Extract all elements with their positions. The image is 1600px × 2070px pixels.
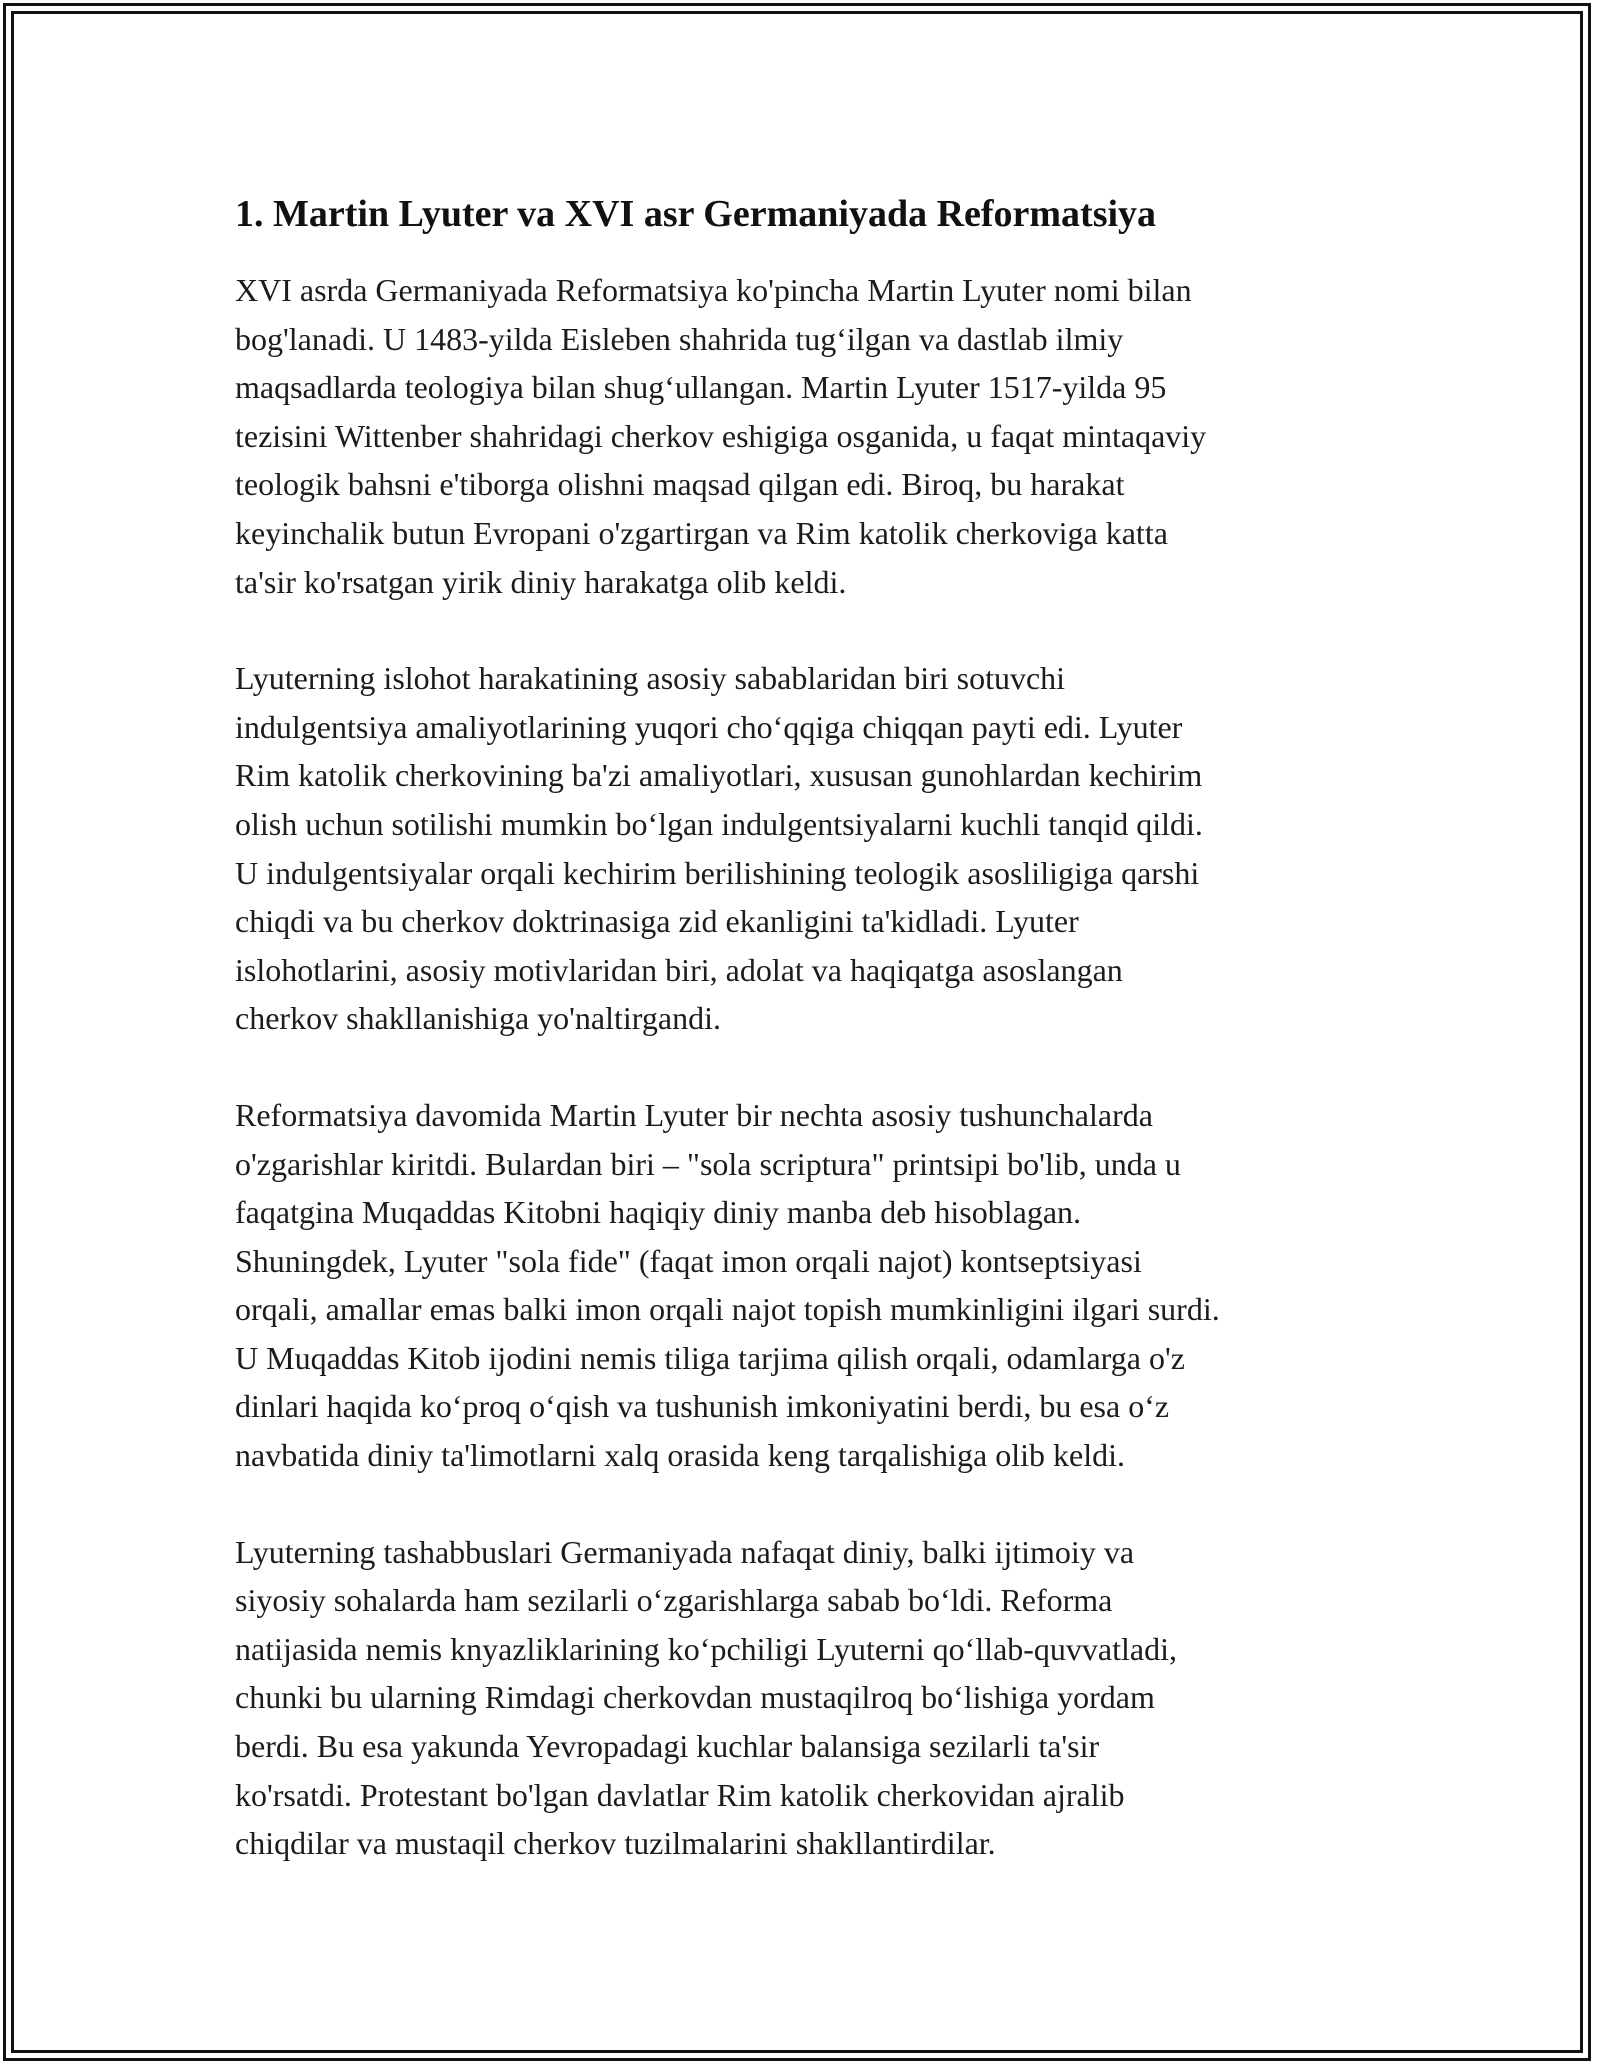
document-title: 1. Martin Lyuter va XVI asr Germaniyada Reformatsiya xyxy=(235,193,1157,235)
text-line: natijasida nemis knyazliklarining ko‘pchiligi Lyuterni qo‘llab-quvvatladi, xyxy=(235,1630,1177,1667)
text-line: chiqdi va bu cherkov doktrinasiga zid ekanligini ta'kidladi. Lyuter xyxy=(235,903,1079,940)
text-line: dinlari haqida ko‘proq o‘qish va tushunish imkoniyatini berdi, bu esa o‘z xyxy=(235,1388,1170,1425)
text-line: ko'rsatdi. Protestant bo'lgan davlatlar Rim katolik cherkovidan ajralib xyxy=(235,1776,1125,1813)
paragraph-1 xyxy=(235,266,1375,606)
text-line: Shuningdek, Lyuter "sola fide" (faqat imon orqali najot) kontseptsiyasi xyxy=(235,1242,1142,1279)
text-line: XVI asrda Germaniyada Reformatsiya ko'pincha Martin Lyuter nomi bilan xyxy=(235,272,1192,308)
text-line: U Muqaddas Kitob ijodini nemis tiliga tarjima qilish orqali, odamlarga o'z xyxy=(235,1339,1185,1376)
text-line: bog'lanadi. U 1483-yilda Eisleben shahrida tug‘ilgan va dastlab ilmiy xyxy=(235,320,1124,357)
text-line: chiqdilar va mustaqil cherkov tuzilmalarini shakllantirdilar. xyxy=(235,1825,996,1862)
text-line: o'zgarishlar kiritdi. Bulardan biri – "sola scriptura" printsipi bo'lib, unda u xyxy=(235,1145,1181,1182)
text-line: keyinchalik butun Evropani o'zgartirgan va Rim katolik cherkoviga katta xyxy=(235,514,1168,551)
paragraph-2 xyxy=(235,654,1375,1043)
document-body xyxy=(235,190,1375,1916)
text-line: navbatida diniy ta'limotlarni xalq orasida keng tarqalishiga olib keldi. xyxy=(235,1437,1125,1474)
text-line: cherkov shakllanishiga yo'naltirgandi. xyxy=(235,1000,721,1037)
paragraph-4 xyxy=(235,1528,1375,1868)
text-line: orqali, amallar emas balki imon orqali najot topish mumkinligini ilgari surdi. xyxy=(235,1291,1220,1328)
paragraph-3 xyxy=(235,1091,1375,1480)
text-line: siyosiy sohalarda ham sezilarli o‘zgarishlarga sabab bo‘ldi. Reforma xyxy=(235,1582,1113,1619)
text-line: islohotlarini, asosiy motivlaridan biri, adolat va haqiqatga asoslangan xyxy=(235,951,1123,988)
text-line: indulgentsiya amaliyotlarining yuqori cho‘qqiga chiqqan payti edi. Lyuter xyxy=(235,708,1183,745)
text-line: ta'sir ko'rsatgan yirik diniy harakatga olib keldi. xyxy=(235,563,847,600)
text-line: U indulgentsiyalar orqali kechirim berilishining teologik asosliligiga qarshi xyxy=(235,854,1200,891)
text-line: tezisini Wittenber shahridagi cherkov eshigiga osganida, u faqat mintaqaviy xyxy=(235,417,1207,454)
text-line: Lyuterning islohot harakatining asosiy sabablaridan biri sotuvchi xyxy=(235,660,1066,697)
text-line: berdi. Bu esa yakunda Yevropadagi kuchlar balansiga sezilarli ta'sir xyxy=(235,1728,1100,1765)
text-line: Reformatsiya davomida Martin Lyuter bir nechta asosiy tushunchalarda xyxy=(235,1096,1153,1133)
text-line: teologik bahsni e'tiborga olishni maqsad qilgan edi. Biroq, bu harakat xyxy=(235,466,1125,503)
text-line: maqsadlarda teologiya bilan shug‘ullangan. Martin Lyuter 1517-yilda 95 xyxy=(235,369,1167,406)
text-line: faqatgina Muqaddas Kitobni haqiqiy diniy manba deb hisoblagan. xyxy=(235,1194,1082,1231)
text-line: olish uchun sotilishi mumkin bo‘lgan indulgentsiyalarni kuchli tanqid qildi. xyxy=(235,805,1203,842)
text-line: chunki bu ularning Rimdagi cherkovdan mustaqilroq bo‘lishiga yordam xyxy=(235,1679,1155,1716)
text-line: Rim katolik cherkovining ba'zi amaliyotlari, xususan gunohlardan kechirim xyxy=(235,757,1203,794)
text-line: Lyuterning tashabbuslari Germaniyada nafaqat diniy, balki ijtimoiy va xyxy=(235,1533,1135,1570)
